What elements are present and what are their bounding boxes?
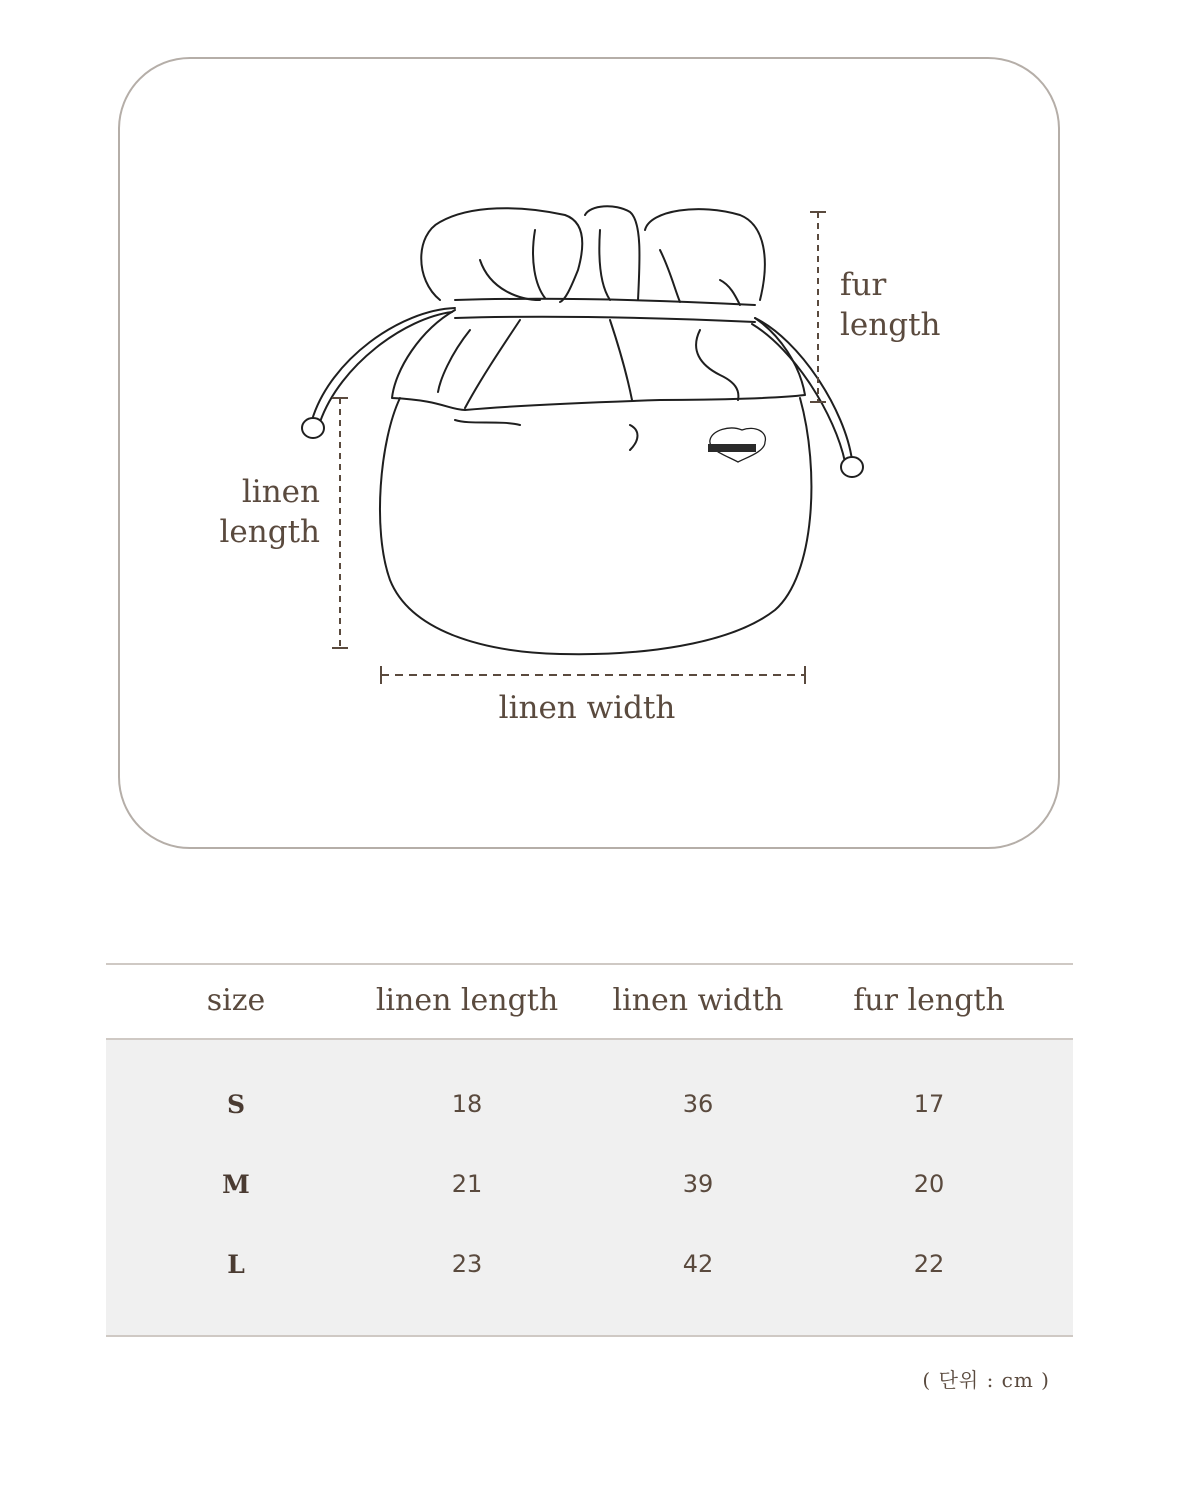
header-size: size — [206, 983, 266, 1018]
linen-length-dimension — [332, 398, 348, 648]
linen-width-dimension — [381, 666, 805, 684]
linen-body — [380, 398, 811, 654]
row-linen-width: 39 — [682, 1170, 714, 1198]
table-row — [106, 1250, 1073, 1290]
row-size: S — [226, 1090, 246, 1119]
row-fur-length: 20 — [913, 1170, 945, 1198]
fur-length-dimension — [810, 212, 826, 402]
row-linen-width: 36 — [682, 1090, 714, 1118]
row-linen-length: 23 — [451, 1250, 483, 1278]
row-linen-length: 18 — [451, 1090, 483, 1118]
row-size: M — [222, 1170, 250, 1199]
fur-puff-center — [585, 206, 640, 300]
row-linen-length: 21 — [451, 1170, 483, 1198]
row-fur-length: 22 — [913, 1250, 945, 1278]
toggle-right — [841, 457, 863, 477]
table-row — [106, 1170, 1073, 1210]
row-linen-width: 42 — [682, 1250, 714, 1278]
header-fur-length: fur length — [853, 983, 1005, 1018]
row-fur-length: 17 — [913, 1090, 945, 1118]
fur-length-label: fur length — [840, 267, 941, 343]
size-table — [106, 963, 1073, 1337]
unit-note: ( 단위 : cm ) — [922, 1368, 1050, 1392]
table-header — [106, 963, 1073, 1040]
toggle-left — [302, 418, 324, 438]
brand-tag — [708, 428, 765, 462]
header-linen-length: linen length — [375, 983, 559, 1018]
row-size: L — [227, 1250, 245, 1279]
linen-length-label: linen length — [219, 474, 320, 550]
linen-width-label: linen width — [498, 690, 676, 726]
fur-collar — [392, 310, 805, 410]
table-row — [106, 1090, 1073, 1130]
header-linen-width: linen width — [612, 983, 784, 1018]
table-body — [106, 1040, 1073, 1337]
